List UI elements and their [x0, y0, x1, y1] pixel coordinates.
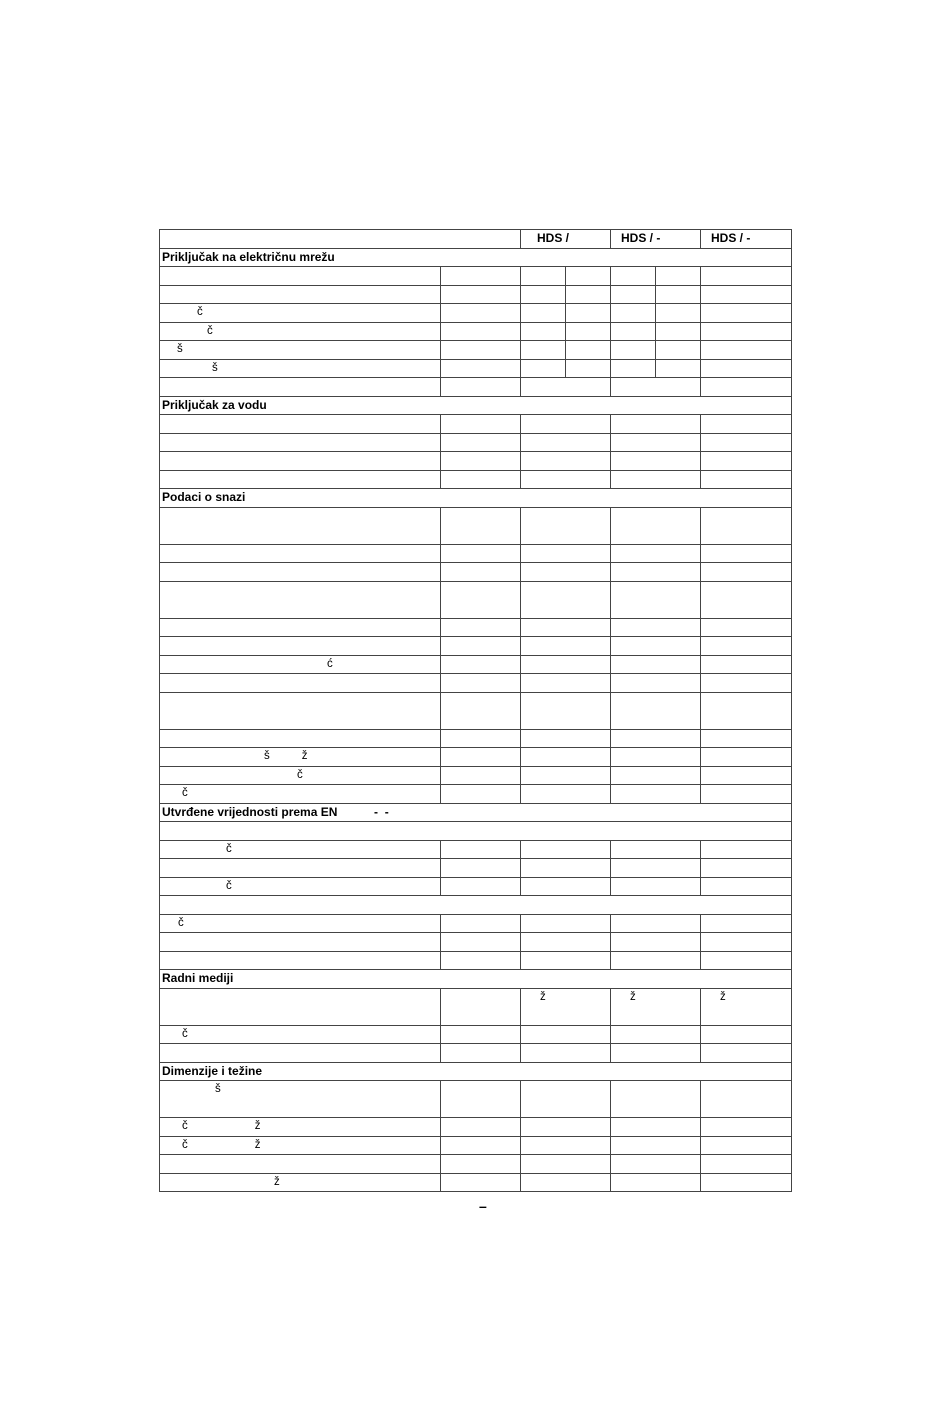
row-label: š: [160, 359, 441, 378]
table-row: [160, 840, 792, 859]
table-row: [160, 748, 792, 767]
row-label: č ž: [160, 1136, 441, 1155]
section-en: Utvrđene vrijednosti prema EN - -: [160, 803, 792, 822]
table-row: [160, 933, 792, 952]
row-label: š: [160, 1081, 441, 1118]
table-row: [160, 433, 792, 452]
table-row: [160, 267, 792, 286]
table-row: [160, 378, 792, 397]
table-row: [160, 304, 792, 323]
section-power: Podaci o snazi: [160, 489, 792, 508]
model-2-header: HDS / -: [611, 230, 701, 249]
table-row: [160, 914, 792, 933]
table-row: [160, 822, 792, 841]
row-label: š: [160, 341, 441, 360]
row-label: č: [160, 304, 441, 323]
table-row: [160, 618, 792, 637]
model-1-header: HDS /: [521, 230, 611, 249]
table-row: [160, 951, 792, 970]
section-media: Radni mediji: [160, 970, 792, 989]
table-row: [160, 507, 792, 544]
row-label: č: [160, 877, 441, 896]
table-row: [160, 1173, 792, 1192]
row-label: č: [160, 322, 441, 341]
spec-table: [159, 229, 792, 1192]
table-row: [160, 1136, 792, 1155]
table-row: [160, 785, 792, 804]
table-row: [160, 470, 792, 489]
row-label: ć: [160, 655, 441, 674]
row-label: č: [160, 785, 441, 804]
table-row: [160, 563, 792, 582]
table-row: [160, 1025, 792, 1044]
table-row: [160, 415, 792, 434]
table-row: [160, 359, 792, 378]
table-row: [160, 674, 792, 693]
table-row: [160, 544, 792, 563]
row-label: č: [160, 766, 441, 785]
section-electric: Priključak na električnu mrežu: [160, 248, 792, 267]
cell-value: ž: [611, 988, 701, 1025]
table-row: [160, 285, 792, 304]
model-3-header: HDS / -: [701, 230, 792, 249]
table-row: [160, 859, 792, 878]
row-label: č: [160, 1025, 441, 1044]
cell-value: ž: [701, 988, 792, 1025]
row-label: š ž: [160, 748, 441, 767]
row-label: ž: [160, 1173, 441, 1192]
table-row: [160, 729, 792, 748]
section-dims: Dimenzije i težine: [160, 1062, 792, 1081]
table-row: [160, 896, 792, 915]
table-row: [160, 1118, 792, 1137]
row-label: č: [160, 914, 441, 933]
table-row: [160, 637, 792, 656]
table-row: [160, 655, 792, 674]
table-row: [160, 452, 792, 471]
row-label: č ž: [160, 1118, 441, 1137]
row-label: č: [160, 840, 441, 859]
table-row: [160, 581, 792, 618]
page-number-dash: –: [479, 1198, 487, 1214]
table-row: [160, 766, 792, 785]
table-row: [160, 341, 792, 360]
table-row: [160, 322, 792, 341]
table-row: [160, 1044, 792, 1063]
cell-value: ž: [521, 988, 611, 1025]
table-row: [160, 1081, 792, 1118]
table-row: [160, 692, 792, 729]
header-row: [160, 230, 792, 249]
table-row: [160, 1155, 792, 1174]
table-row: [160, 988, 792, 1025]
section-water: Priključak za vodu: [160, 396, 792, 415]
table-row: [160, 877, 792, 896]
